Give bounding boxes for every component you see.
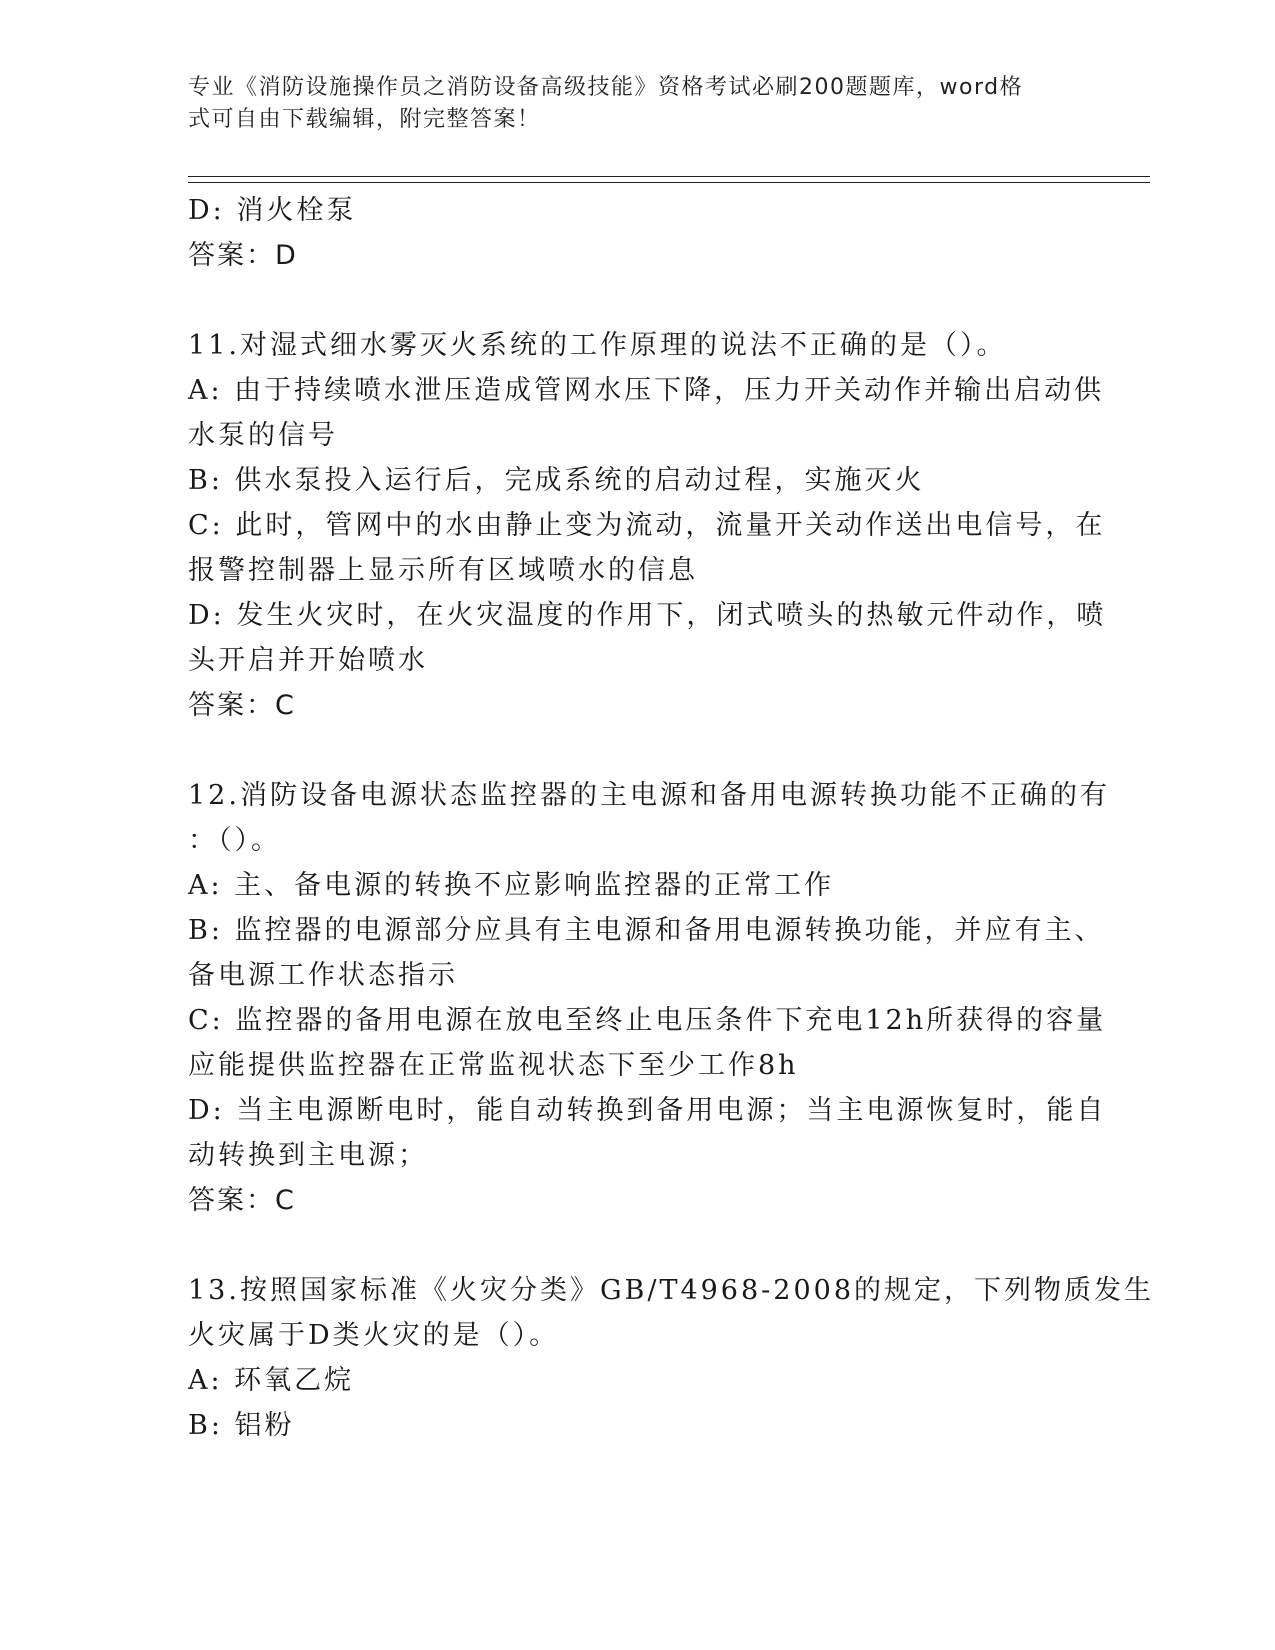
option-b: B: 监控器的电源部分应具有主电源和备用电源转换功能，并应有主、 — [188, 915, 1105, 946]
option-c: C: 监控器的备用电源在放电至终止电压条件下充电12h所获得的容量 — [188, 1005, 1107, 1036]
question-12 — [188, 773, 1110, 1223]
option-a-continued: 水泵的信号 — [188, 420, 338, 451]
question-stem-continued: ：（）。 — [188, 825, 281, 856]
question-13 — [188, 1268, 1155, 1448]
question-stem: 11.对湿式细水雾灭火系统的工作原理的说法不正确的是（）。 — [188, 330, 1007, 361]
header-line-1: 专业《消防设施操作员之消防设备高级技能》资格考试必刷200题题库，word格 — [188, 75, 1024, 100]
option-b: B: 铝粉 — [188, 1410, 295, 1441]
header-rule-top — [188, 176, 1150, 177]
question-stem: 12.消防设备电源状态监控器的主电源和备用电源转换功能不正确的有 — [188, 780, 1110, 811]
header-rule-bottom — [188, 182, 1150, 183]
option-d: D: 发生火灾时，在火灾温度的作用下，闭式喷头的热敏元件动作，喷 — [188, 600, 1107, 631]
option-d-continued: 头开启并开始喷水 — [188, 645, 428, 676]
page-header — [188, 72, 1068, 136]
option-c-continued: 报警控制器上显示所有区域喷水的信息 — [188, 555, 698, 586]
header-line-2: 式可自由下载编辑，附完整答案！ — [188, 107, 541, 132]
question-10-tail — [188, 188, 1088, 278]
spacer — [188, 1223, 1088, 1268]
question-11 — [188, 323, 1107, 728]
question-stem-continued: 火灾属于D类火灾的是（）。 — [188, 1320, 560, 1351]
spacer — [188, 278, 1088, 323]
option-a: A: 环氧乙烷 — [188, 1365, 355, 1396]
answer: 答案：C — [188, 1185, 296, 1216]
option-d-continued: 动转换到主电源； — [188, 1140, 428, 1171]
answer: 答案：C — [188, 690, 296, 721]
question-stem: 13.按照国家标准《火灾分类》GB/T4968-2008的规定，下列物质发生 — [188, 1275, 1155, 1306]
spacer — [188, 728, 1088, 773]
document-body — [188, 188, 1155, 1448]
option-d: D: 消火栓泵 — [188, 195, 357, 226]
answer: 答案：D — [188, 240, 298, 271]
option-b-continued: 备电源工作状态指示 — [188, 960, 458, 991]
option-b: B: 供水泵投入运行后，完成系统的启动过程，实施灭火 — [188, 465, 925, 496]
option-a: A: 由于持续喷水泄压造成管网水压下降，压力开关动作并输出启动供 — [188, 375, 1105, 406]
option-d: D: 当主电源断电时，能自动转换到备用电源；当主电源恢复时，能自 — [188, 1095, 1107, 1126]
option-c-continued: 应能提供监控器在正常监视状态下至少工作8h — [188, 1050, 799, 1081]
option-c: C: 此时，管网中的水由静止变为流动，流量开关动作送出电信号，在 — [188, 510, 1106, 541]
option-a: A: 主、备电源的转换不应影响监控器的正常工作 — [188, 870, 835, 901]
